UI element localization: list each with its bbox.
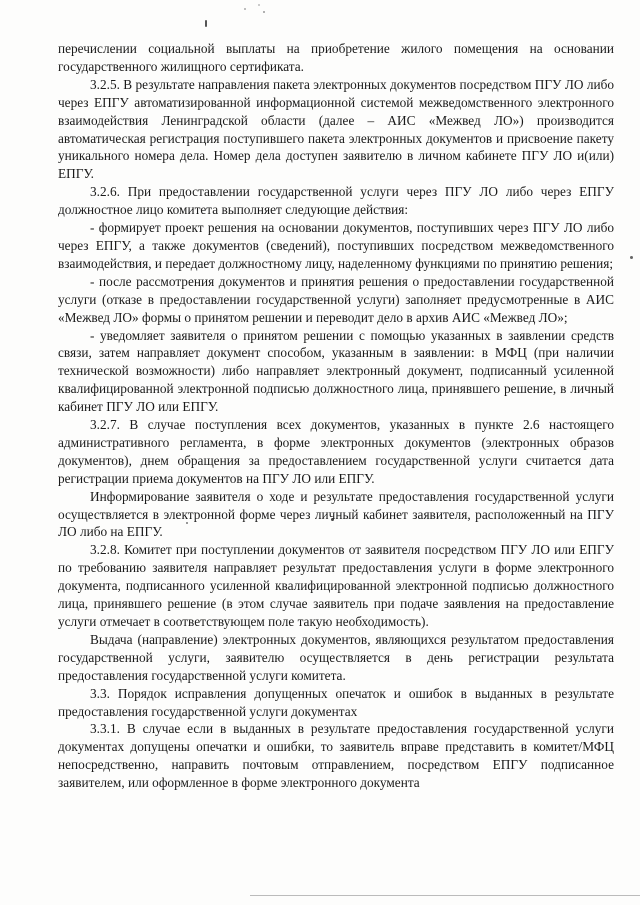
scan-speck (205, 20, 207, 27)
paragraph-3-2-6: 3.2.6. При предоставлении государственной услуги через ПГУ ЛО либо через ЕПГУ должностное лицо комитета выполняет следующие действия: (58, 184, 614, 218)
list-item-notifies: - уведомляет заявителя о принятом решении с помощью указанных в заявлении средств связи, затем направляет документ способом, указанным в заявлении: в МФЦ (при наличии технической возможности) либо направляет электронный документ, подписанный усиленной квалифицированной электронной подписью должностного лица, принявшего решение, в личный кабинет ПГУ ЛО или ЕПГУ. (58, 327, 614, 415)
paragraph-3-2-5: 3.2.5. В результате направления пакета электронных документов посредством ПГУ ЛО либо через ЕПГУ автоматизированной информационной системой межведомственного электронного взаимодействия Ленинградской области (далее – АИС «Межвед ЛО») производится автоматическая регистрация поступившего пакета электронных документов и присвоение пакету уникального номера дела. Номер дела доступен заявителю в личном кабинете ПГУ ЛО и(или) ЕПГУ. (58, 76, 614, 182)
paragraph-3-2-8: 3.2.8. Комитет при поступлении документов от заявителя посредством ПГУ ЛО или ЕПГУ по требованию заявителя направляет результат предоставления услуги в форме электронного документа, подписанного усиленной квалифицированной электронной подписью должностного лица, принявшего решение (в этом случае заявитель при подаче заявления на предоставление услуги отмечает в соответствующем поле такую необходимость). (58, 542, 614, 629)
scan-edge-line (250, 895, 640, 896)
scan-speck (258, 4, 260, 6)
scan-speck (263, 11, 265, 13)
paragraph-3-2-7: 3.2.7. В случае поступления всех документов, указанных в пункте 2.6 настоящего административного регламента, в форме электронных документов (электронных образов документов), днем обращения за предоставлением государственной услуги считается дата регистрации приема документов на ПГУ ЛО или ЕПГУ. (58, 417, 614, 486)
paragraph-continuation: перечислении социальной выплаты на приобретение жилого помещения на основании государственного жилищного сертификата. (58, 41, 614, 74)
section-heading-3-3: 3.3. Порядок исправления допущенных опечаток и ошибок в выданных в результате предоставления государственной услуги документах (58, 685, 614, 719)
paragraph-issuance: Выдача (направление) электронных документов, являющихся результатом предоставления государственной услуги, заявителю осуществляется в день регистрации результата предоставления государственной услуги комитета. (58, 631, 614, 683)
paragraph-informing: Информирование заявителя о ходе и результате предоставления государственной услуги осуществляется в электронной форме через личный кабинет заявителя, расположенный на ПГУ ЛО либо на ЕПГУ. (58, 488, 614, 540)
scan-speck (630, 256, 633, 259)
list-item-after-review: - после рассмотрения документов и принятия решения о предоставлении государственной услуги (отказе в предоставлении государственной услуги) заполняет предусмотренные в АИС «Межвед ЛО» формы о принятом решении и переводит дело в архив АИС «Межвед ЛО»; (58, 273, 614, 325)
document-body (58, 40, 614, 792)
list-item-forms-draft: - формирует проект решения на основании документов, поступивших через ПГУ ЛО либо через ЕПГУ, а также документов (сведений), поступивших посредством межведомственного взаимодействия, и передает должностному лицу, наделенному функциями по принятию решения; (58, 220, 614, 271)
paragraph-3-3-1: 3.3.1. В случае если в выданных в результате предоставления государственной услуги документах допущены опечатки и ошибки, то заявитель вправе представить в комитет/МФЦ непосредственно, направить почтовым отправлением, посредством ЕПГУ подписанное заявителем, или оформленное в форме электронного документа (58, 721, 614, 791)
scan-speck (244, 8, 246, 10)
